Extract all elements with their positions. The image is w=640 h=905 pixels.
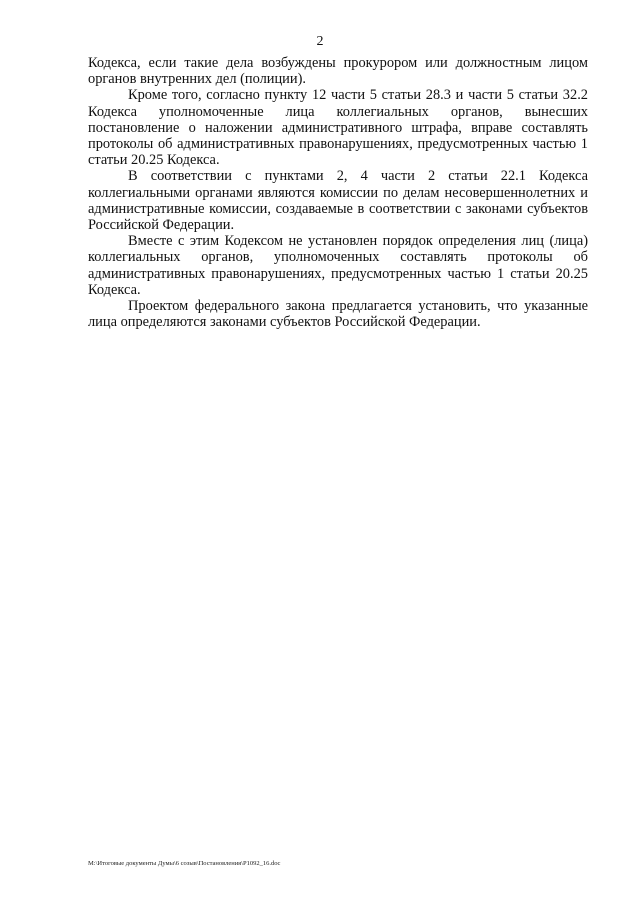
paragraph-proposal: Проектом федерального закона предлагается установить, что указанные лица определяются законами субъектов Российской Федерации. [88, 298, 588, 331]
footer-file-path: M:\Итоговые документы Думы\6 созыв\Постановления\Р1092_16.doc [88, 860, 281, 867]
paragraph-collegial-authority: Кроме того, согласно пункту 12 части 5 статьи 28.3 и части 5 статьи 32.2 Кодекса уполномоченные лица коллегиальных органов, вынесших постановление о наложении административного штрафа, вправе составлять протоколы об административных правонарушениях, предусмотренных частью 1 статьи 20.25 Кодекса. [88, 87, 588, 169]
page-number: 2 [316, 34, 324, 49]
paragraph-missing-procedure: Вместе с этим Кодексом не установлен порядок определения лиц (лица) коллегиальных органов, уполномоченных составлять протоколы об административных правонарушениях, предусмотренных частью 1 статьи 20.25 Кодекса. [88, 233, 588, 298]
paragraph-collegial-bodies: В соответствии с пунктами 2, 4 части 2 статьи 22.1 Кодекса коллегиальными органами являются комиссии по делам несовершеннолетних и административные комиссии, создаваемые в соответствии с законами субъектов Российской Федерации. [88, 168, 588, 234]
document-body [88, 55, 588, 330]
paragraph-continuation: Кодекса, если такие дела возбуждены прокурором или должностным лицом органов внутренних дел (полиции). [88, 55, 588, 88]
